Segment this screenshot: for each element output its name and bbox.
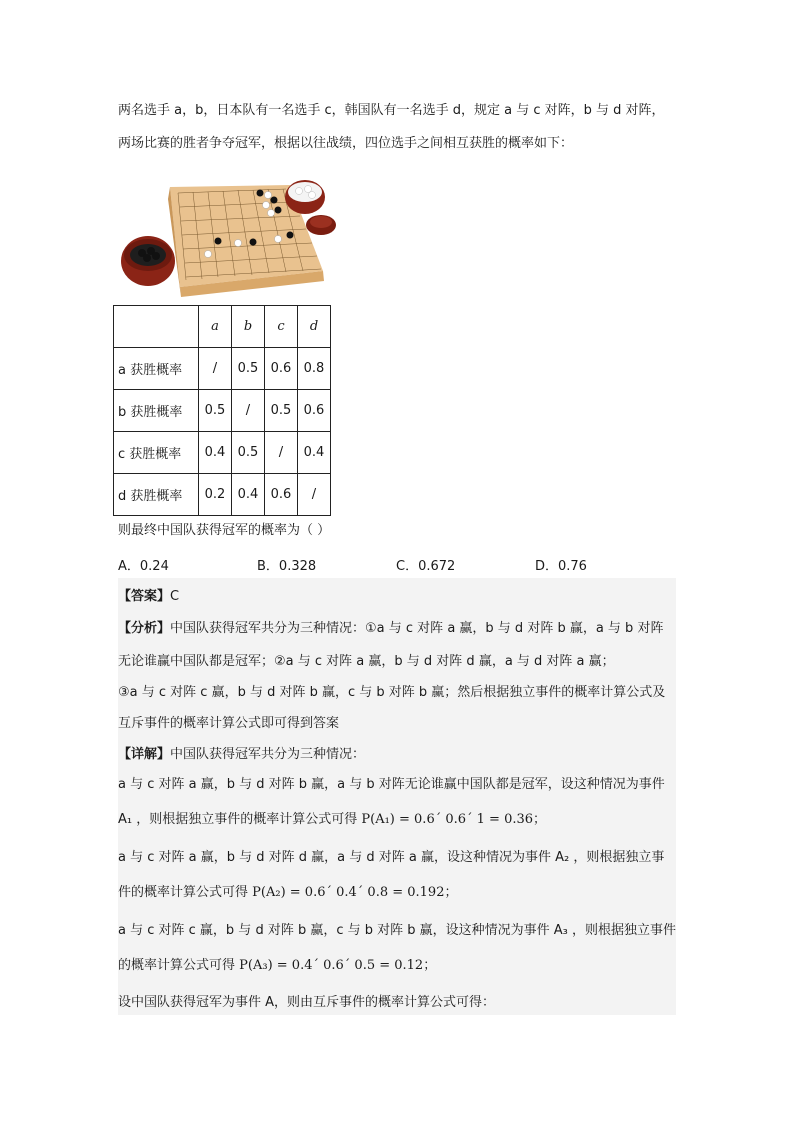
- table-cell: /: [298, 474, 331, 516]
- case3-line-2: [118, 954, 436, 973]
- table-cell: 0.6: [265, 348, 298, 390]
- table-cell: 0.5: [232, 432, 265, 474]
- analysis-line-2: 无论谁赢中国队都是冠军；②a 与 c 对阵 a 赢，b 与 d 对阵 d 赢，a 与 d 对阵 a 赢；: [118, 654, 615, 669]
- analysis-text-1: 中国队获得冠军共分为三种情况：①a 与 c 对阵 a 赢，b 与 d 对阵 b 赢，a 与 b 对阵: [170, 621, 664, 636]
- case3-line-1: a 与 c 对阵 c 赢，b 与 d 对阵 b 赢，c 与 b 对阵 b 赢，设这种情况为事件 A₃ ，则根据独立事件: [118, 923, 677, 938]
- table-row-label: c 获胜概率: [114, 432, 199, 474]
- table-row-label: a 获胜概率: [114, 348, 199, 390]
- table-cell: 0.8: [298, 348, 331, 390]
- answer-line: [118, 585, 179, 604]
- table-cell: /: [265, 432, 298, 474]
- case2-line-1: a 与 c 对阵 a 赢，b 与 d 对阵 d 赢，a 与 d 对阵 a 赢，设这种情况为事件 A₂ ，则根据独立事: [118, 850, 665, 865]
- table-header-cell: b: [232, 306, 265, 348]
- table-header-cell: d: [298, 306, 331, 348]
- table-cell: 0.5: [199, 390, 232, 432]
- table-cell: /: [232, 390, 265, 432]
- table-cell: 0.4: [199, 432, 232, 474]
- case1-line-1: a 与 c 对阵 a 赢，b 与 d 对阵 b 赢，a 与 b 对阵无论谁赢中国队都是冠军，设这种情况为事件: [118, 777, 665, 792]
- analysis-line-3: ③a 与 c 对阵 c 赢，b 与 d 对阵 b 赢，c 与 b 对阵 b 赢；然后根据独立事件的概率计算公式及: [118, 685, 666, 700]
- question-line-2: 两场比赛的胜者争夺冠军，根据以往战绩，四位选手之间相互获胜的概率如下：: [118, 136, 574, 151]
- go-board-image: [118, 175, 338, 300]
- probability-table: [113, 305, 331, 516]
- table-corner-cell: [114, 306, 199, 348]
- option-d[interactable]: D．0.76: [535, 559, 587, 574]
- case3-text: 的概率计算公式可得: [118, 958, 236, 973]
- table-row: [114, 390, 331, 432]
- table-cell: 0.6: [265, 474, 298, 516]
- table-row-label: b 获胜概率: [114, 390, 199, 432]
- table-header-cell: c: [265, 306, 298, 348]
- table-cell: /: [199, 348, 232, 390]
- table-cell: 0.5: [232, 348, 265, 390]
- option-b[interactable]: B．0.328: [257, 559, 317, 574]
- question-prompt: 则最终中国队获得冠军的概率为（ ）: [118, 523, 331, 538]
- final-line: 设中国队获得冠军为事件 A，则由互斥事件的概率计算公式可得：: [118, 995, 496, 1010]
- table-cell: 0.5: [265, 390, 298, 432]
- solution-background: [118, 578, 676, 1015]
- case1-formula: P(A₁) = 0.6´ 0.6´ 1 = 0.36；: [361, 812, 547, 827]
- case2-line-2: [118, 881, 457, 900]
- table-row: [114, 474, 331, 516]
- answer-value: C: [170, 589, 180, 604]
- detail-intro-line: [118, 743, 365, 762]
- case2-formula: P(A₂) = 0.6´ 0.4´ 0.8 = 0.192；: [252, 885, 458, 900]
- table-row-label: d 获胜概率: [114, 474, 199, 516]
- case2-text: 件的概率计算公式可得: [118, 885, 249, 900]
- answer-tag: 【答案】: [118, 589, 171, 604]
- table-header-row: [114, 306, 331, 348]
- case1-line-2: [118, 808, 546, 827]
- question-line-1: 两名选手 a，b，日本队有一名选手 c，韩国队有一名选手 d，规定 a 与 c 对阵，b 与 d 对阵，: [118, 103, 665, 118]
- detail-intro: 中国队获得冠军共分为三种情况：: [170, 747, 366, 762]
- case1-text: A₁ ，则根据独立事件的概率计算公式可得: [118, 812, 358, 827]
- analysis-line-4: 互斥事件的概率计算公式即可得到答案: [118, 716, 340, 731]
- table-cell: 0.4: [232, 474, 265, 516]
- option-a[interactable]: A．0.24: [118, 559, 169, 574]
- answer-options: [118, 555, 678, 575]
- option-c[interactable]: C．0.672: [396, 559, 456, 574]
- table-row: [114, 348, 331, 390]
- table-cell: 0.2: [199, 474, 232, 516]
- table-cell: 0.4: [298, 432, 331, 474]
- case3-formula: P(A₃) = 0.4´ 0.6´ 0.5 = 0.12；: [239, 958, 437, 973]
- analysis-tag: 【分析】: [118, 621, 171, 636]
- detail-tag: 【详解】: [118, 747, 171, 762]
- table-cell: 0.6: [298, 390, 331, 432]
- table-row: [114, 432, 331, 474]
- table-header-cell: a: [199, 306, 232, 348]
- analysis-line-1: [118, 617, 663, 636]
